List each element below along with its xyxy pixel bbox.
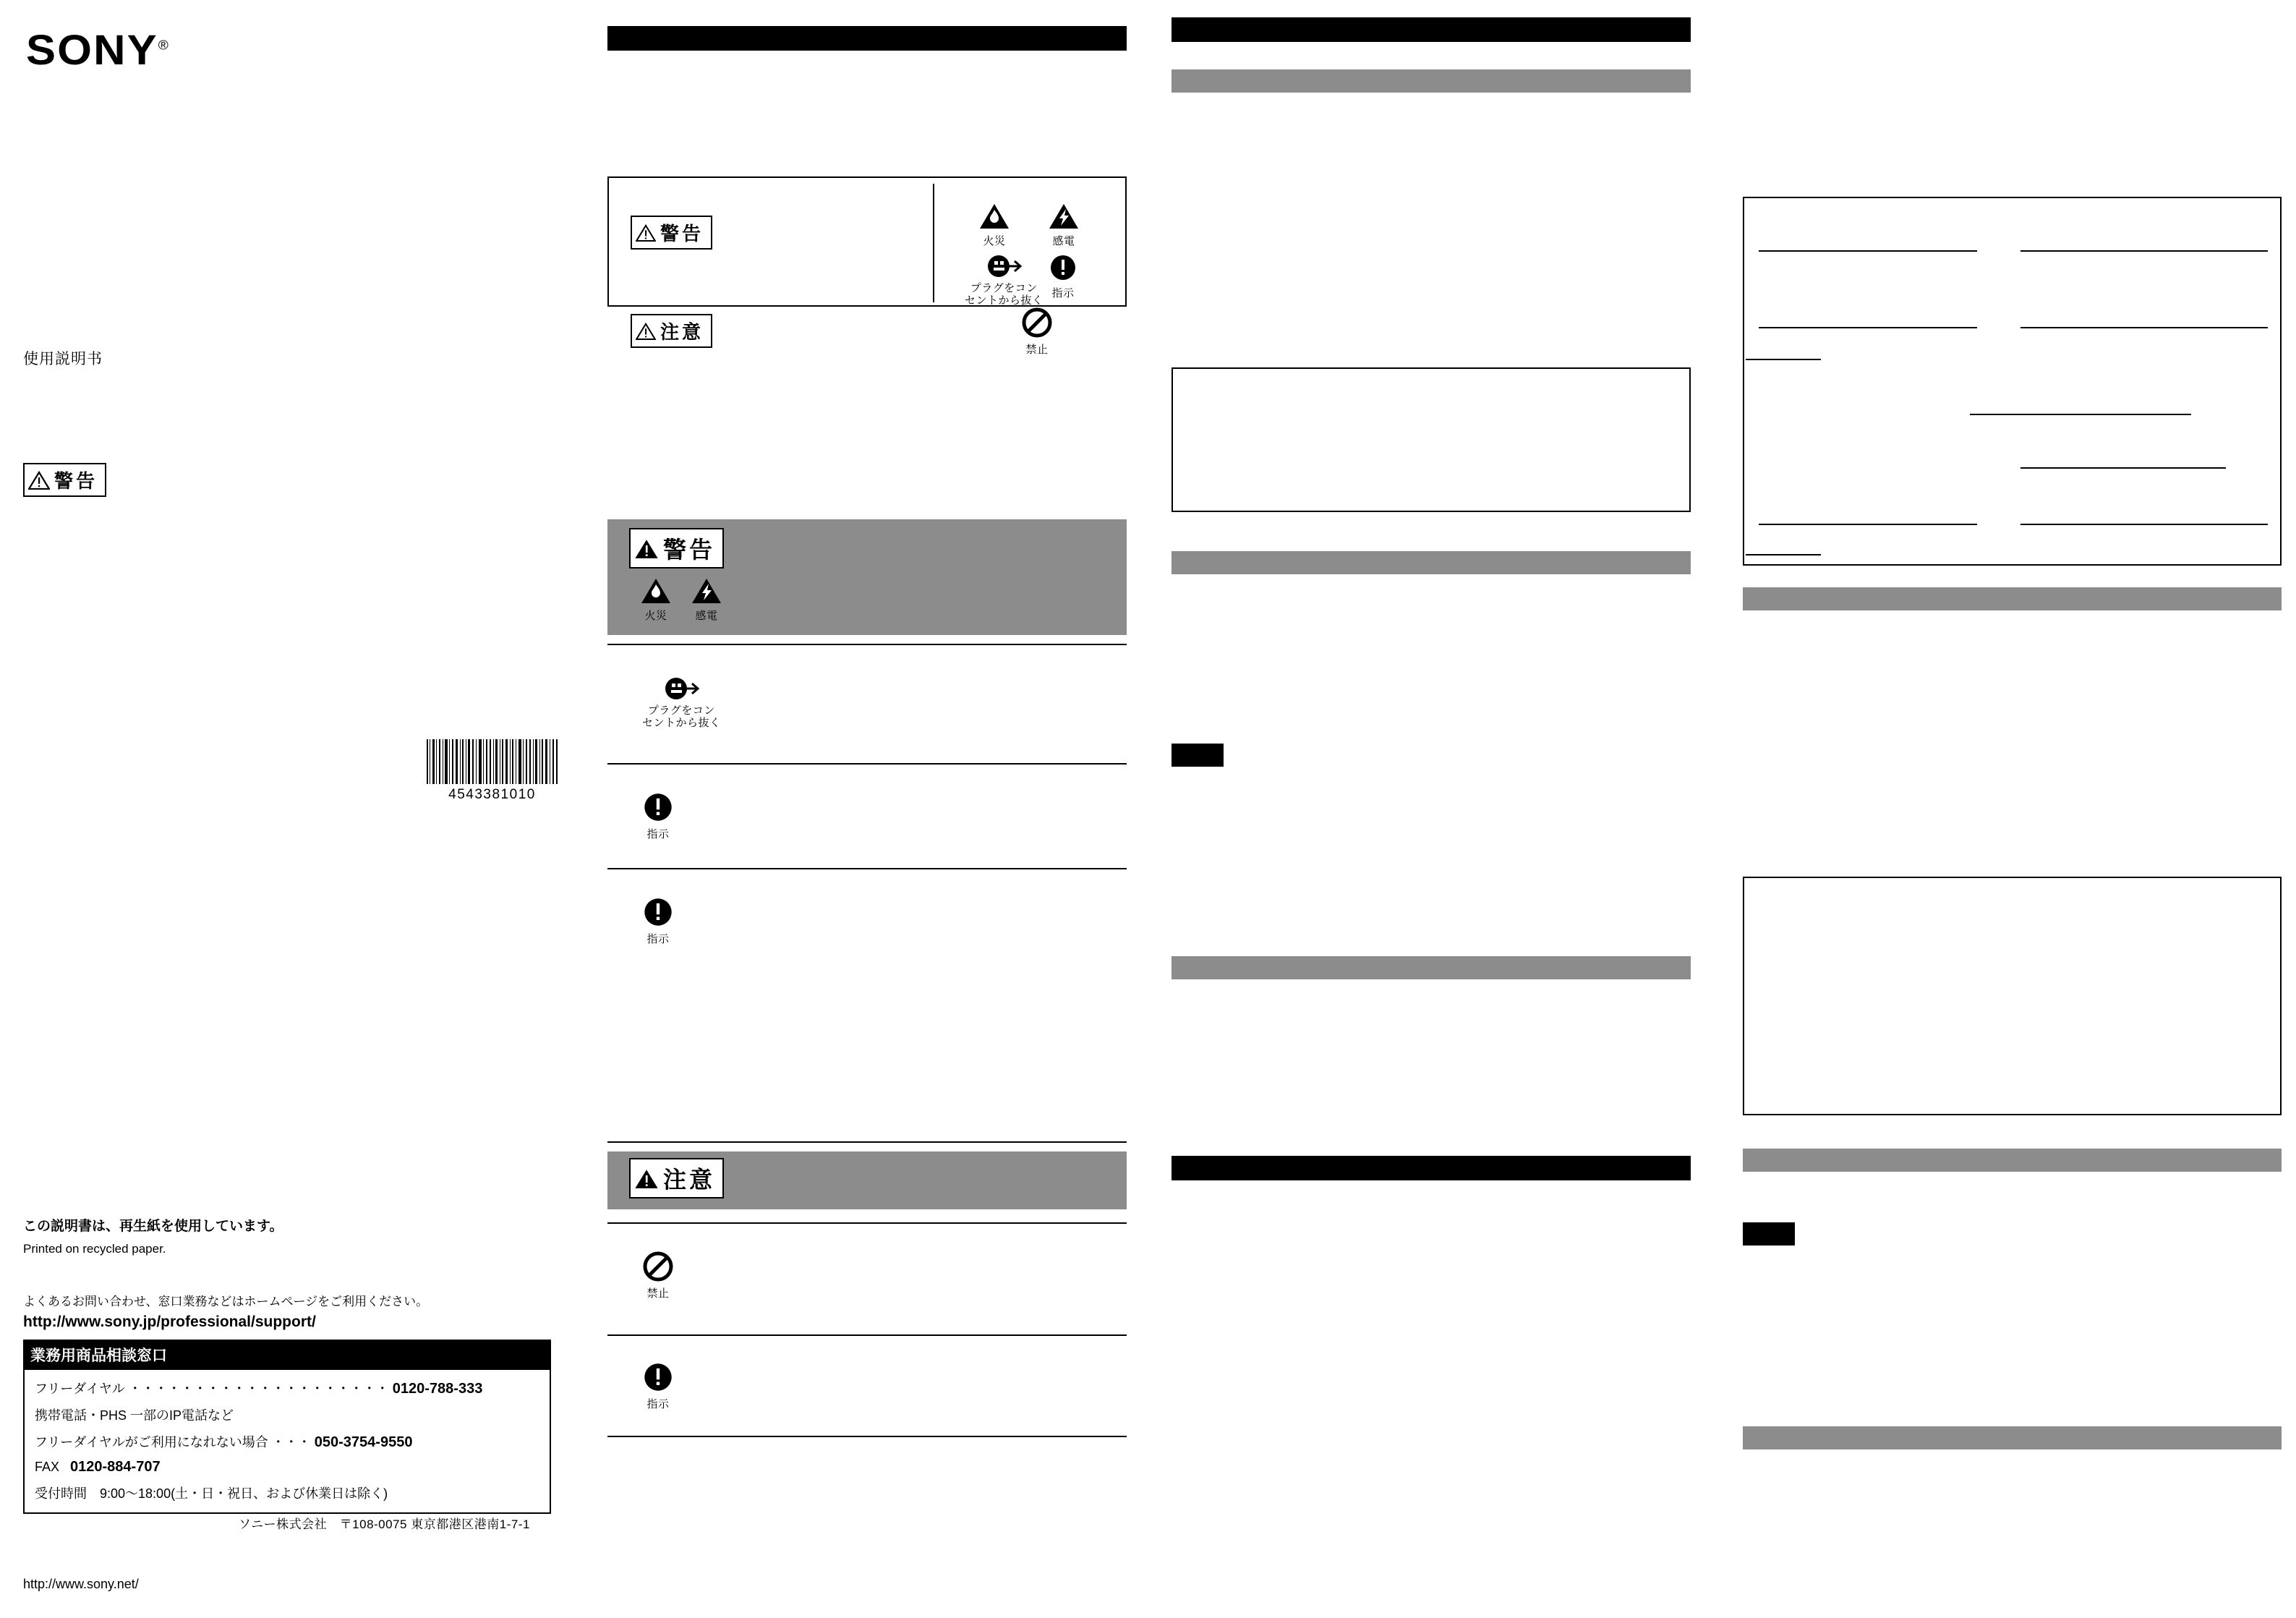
support-line-label: FAX	[35, 1460, 60, 1474]
recycled-note-ja: この説明書は、再生紙を使用しています。	[23, 1219, 283, 1234]
divider	[607, 763, 1127, 765]
warning-badge-label: 警告	[54, 470, 98, 492]
support-line-label: フリーダイヤルがご利用になれない場合 ・・・	[35, 1435, 311, 1449]
warning-band-label: 警告	[663, 537, 716, 563]
caution-item-instruct	[607, 1351, 1127, 1421]
warning-triangle-icon	[28, 471, 50, 490]
support-line-label: フリーダイヤル ・・・・・・・・・・・・・・・・・・・・	[35, 1381, 389, 1396]
row-unplug-label	[642, 704, 721, 730]
legend-unplug-label	[965, 282, 1044, 307]
subsection-bar	[1743, 587, 2282, 610]
legend-shock-label: 感電	[1052, 235, 1075, 247]
spec-row-line	[1970, 414, 2191, 415]
spec-row-line	[1746, 359, 1821, 360]
warning-item-instruct-2	[607, 886, 1127, 956]
legend-prohibit	[1021, 307, 1053, 357]
section-heading-bar	[607, 26, 1127, 51]
fire-hazard-icon	[979, 203, 1010, 230]
divider	[607, 1141, 1127, 1143]
column-two	[600, 0, 1172, 1618]
warning-item-icons	[607, 665, 1127, 740]
caution-item-prohibit	[607, 1240, 1127, 1311]
warning-badge	[23, 463, 106, 497]
electric-shock-icon	[1049, 203, 1079, 230]
warning-item-unplug	[607, 665, 1127, 740]
instruction-icon	[642, 791, 674, 823]
row-instruct	[642, 1361, 674, 1411]
divider	[607, 1334, 1127, 1336]
legend-fire-label: 火災	[983, 235, 1006, 247]
section-heading-bar	[1172, 1156, 1691, 1180]
support-line	[35, 1379, 539, 1397]
band-shock	[691, 577, 722, 623]
subsection-bar	[1743, 1426, 2282, 1449]
spec-row-line	[2020, 250, 2268, 252]
legend-unplug-line2: セントから抜く	[965, 294, 1044, 307]
sony-logo	[26, 26, 170, 74]
fire-hazard-icon	[641, 577, 671, 605]
subsection-bar	[1172, 551, 1691, 574]
sony-logo-text: SONY	[26, 27, 158, 74]
warning-band-badge-wrap	[607, 519, 1127, 569]
support-line-value: 0120-788-333	[392, 1381, 483, 1397]
warning-item-icons	[607, 886, 1127, 956]
caution-band-badge-wrap	[607, 1151, 1127, 1198]
spec-table-box	[1743, 197, 2282, 566]
instruction-icon	[642, 1361, 674, 1393]
divider	[607, 644, 1127, 645]
support-line	[35, 1432, 539, 1451]
support-line-value: 050-3754-9550	[314, 1434, 413, 1450]
spec-row-line	[2020, 327, 2268, 328]
warning-item-instruct-1	[607, 781, 1127, 851]
band-shock-label: 感電	[695, 610, 718, 622]
legend-warning-label: 警告	[660, 223, 704, 244]
barcode-image	[425, 739, 559, 784]
warning-triangle-icon	[634, 538, 659, 559]
recycled-note-en: Printed on recycled paper.	[23, 1242, 166, 1256]
divider	[607, 868, 1127, 869]
caution-band-label: 注意	[663, 1167, 716, 1193]
legend-warning-badge	[631, 216, 712, 250]
legend-instruct-label: 指示	[1051, 287, 1075, 299]
subsection-bar	[1172, 956, 1691, 979]
warning-section-band	[607, 519, 1127, 635]
caution-badge	[629, 1158, 724, 1198]
caution-item-icons	[607, 1351, 1127, 1421]
support-url[interactable]: http://www.sony.jp/professional/support/	[23, 1313, 316, 1330]
warning-triangle-icon	[634, 1168, 659, 1189]
row-unplug-line2: セントから抜く	[642, 717, 721, 730]
warning-triangle-icon	[636, 323, 656, 340]
support-line	[35, 1405, 539, 1424]
row-instruct	[642, 896, 674, 946]
legend-unplug-line1: プラグをコン	[970, 282, 1038, 294]
section-heading-bar	[1172, 17, 1691, 42]
subsection-bar	[1172, 69, 1691, 93]
spec-row-line	[1759, 250, 1977, 252]
prohibition-icon	[642, 1251, 674, 1282]
warning-badge	[629, 528, 724, 569]
row-prohibit-label: 禁止	[646, 1287, 670, 1300]
spec-row-line	[2020, 524, 2268, 525]
company-address: ソニー株式会社 〒108-0075 東京都港区港南1-7-1	[239, 1517, 530, 1531]
sony-net-url[interactable]: http://www.sony.net/	[23, 1577, 139, 1591]
subsection-bar	[1743, 1149, 2282, 1172]
warning-band-icons	[607, 569, 1127, 623]
support-faq-note: よくあるお問い合わせ、窓口業務などはホームページをご利用ください。	[23, 1295, 429, 1308]
legend-unplug	[965, 253, 1044, 307]
spec-row-line	[1746, 554, 1821, 555]
legend-caution-badge	[631, 314, 712, 348]
support-line	[35, 1483, 539, 1502]
unplug-icon	[984, 253, 1023, 279]
divider	[607, 1222, 1127, 1224]
instruction-icon	[642, 896, 674, 928]
recycled-paper-note	[23, 1215, 457, 1256]
legend-caution-label: 注意	[660, 321, 704, 343]
column-three	[1172, 0, 1743, 1618]
barcode	[425, 739, 559, 803]
row-instruct-label: 指示	[646, 1398, 670, 1410]
row-instruct	[642, 791, 674, 841]
spec-row-line	[2020, 467, 2226, 469]
label-chip	[1743, 1222, 1795, 1246]
caution-item-icons	[607, 1240, 1127, 1311]
symbol-legend-box	[607, 176, 1127, 356]
row-unplug	[642, 676, 721, 730]
instruction-icon	[1049, 253, 1077, 282]
legend-prohibit-label: 禁止	[1025, 344, 1049, 356]
band-fire-label: 火災	[644, 610, 667, 622]
legend-divider	[933, 184, 934, 302]
divider	[607, 1436, 1127, 1437]
support-block	[23, 1291, 551, 1514]
column-left	[0, 0, 600, 1618]
column-four	[1743, 0, 2296, 1618]
support-line-label: 携帯電話・PHS 一部のIP電話など	[35, 1408, 234, 1423]
label-chip	[1172, 744, 1224, 767]
warning-triangle-icon	[636, 224, 656, 242]
barcode-number: 4543381010	[448, 787, 536, 802]
registered-mark: ®	[158, 38, 170, 53]
note-box	[1172, 367, 1691, 512]
support-line-label: 受付時間 9:00〜18:00(土・日・祝日、および休業日は除く)	[35, 1486, 388, 1501]
prohibition-icon	[1021, 307, 1053, 338]
support-line	[35, 1459, 539, 1476]
row-unplug-line1: プラグをコン	[647, 704, 715, 717]
legend-fire	[979, 203, 1010, 248]
diagram-box	[1743, 877, 2282, 1115]
caution-section-band	[607, 1151, 1127, 1209]
support-line-value: 0120-884-707	[70, 1459, 161, 1475]
support-body	[23, 1370, 551, 1514]
legend-shock	[1049, 203, 1079, 248]
support-header: 業務用商品相談窓口	[23, 1340, 551, 1370]
spec-row-line	[1759, 524, 1977, 525]
row-instruct-label: 指示	[646, 828, 670, 840]
warning-item-icons	[607, 781, 1127, 851]
legend-instruct	[1049, 253, 1077, 300]
row-prohibit	[642, 1251, 674, 1300]
manual-title: 使用説明书	[23, 351, 103, 367]
spec-row-line	[1759, 327, 1977, 328]
row-instruct-label: 指示	[646, 933, 670, 945]
electric-shock-icon	[691, 577, 722, 605]
unplug-icon	[662, 676, 701, 702]
band-fire	[641, 577, 671, 623]
